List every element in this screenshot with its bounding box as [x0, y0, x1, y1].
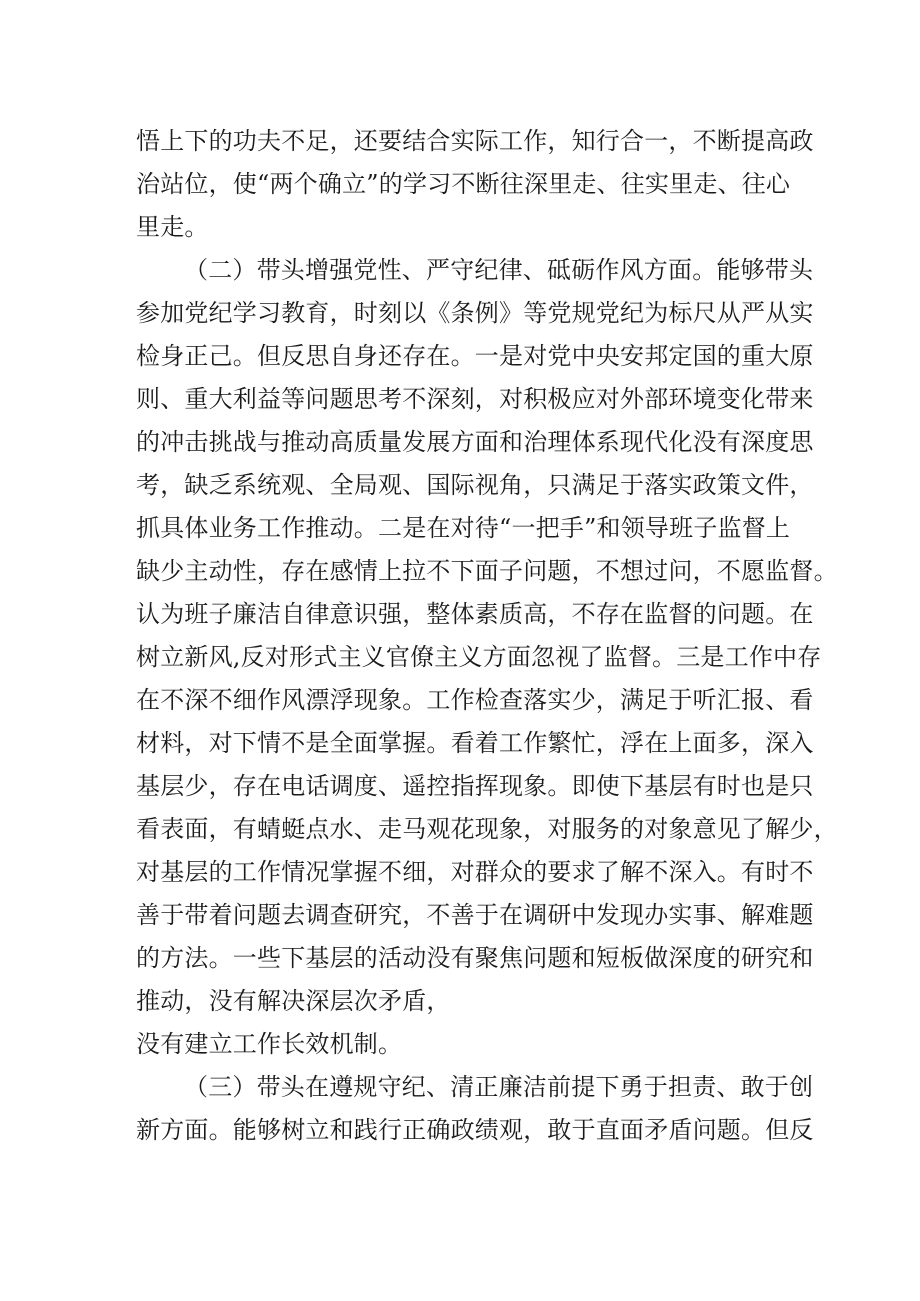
- text-line: 善于带着问题去调查研究，不善于在调研中发现办实事、解难题: [136, 901, 814, 929]
- text-line: 没有建立工作长效机制。: [136, 1030, 403, 1058]
- text-line: 检身正己。但反思自身还存在。一是对党中央安邦定国的重大原: [136, 342, 814, 370]
- text-line: 的冲击挑战与推动高质量发展方面和治理体系现代化没有深度思: [136, 428, 814, 456]
- text-line: 认为班子廉洁自律意识强，整体素质高，不存在监督的问题。在: [136, 600, 814, 628]
- text-line: 考，缺乏系统观、全局观、国际视角，只满足于落实政策文件，: [136, 471, 814, 499]
- text-line: 新方面。能够树立和践行正确政绩观，敢于直面矛盾问题。但反: [136, 1116, 814, 1144]
- paragraph-heading-3: （三）带头在遵规守纪、清正廉洁前提下勇于担责、敢于创: [184, 1073, 814, 1101]
- text-line: 推动，没有解决深层次矛盾，: [136, 987, 451, 1015]
- text-line: 对基层的工作情况掌握不细，对群众的要求了解不深入。有时不: [136, 858, 814, 886]
- text-line: 材料，对下情不是全面掌握。看着工作繁忙，浮在上面多，深入: [136, 729, 814, 757]
- text-line: 抓具体业务工作推动。二是在对待“一把手”和领导班子监督上: [136, 514, 791, 542]
- text-line: 治站位，使“两个确立”的学习不断往深里走、往实里走、往心: [136, 170, 791, 198]
- text-line: 缺少主动性，存在感情上拉不下面子问题，不想过问，不愿监督。: [136, 557, 838, 585]
- text-line: 里走。: [136, 213, 209, 241]
- text-line: 参加党纪学习教育，时刻以《条例》等党规党纪为标尺从严从实: [136, 299, 814, 327]
- text-line: 则、重大利益等问题思考不深刻，对积极应对外部环境变化带来: [136, 385, 814, 413]
- text-line: 基层少，存在电话调度、遥控指挥现象。即使下基层有时也是只: [136, 772, 814, 800]
- paragraph-heading-2: （二）带头增强党性、严守纪律、砥砺作风方面。能够带头: [184, 256, 814, 284]
- text-line: 树立新风,反对形式主义官僚主义方面忽视了监督。三是工作中存: [136, 643, 822, 671]
- text-line: 在不深不细作风漂浮现象。工作检查落实少，满足于听汇报、看: [136, 686, 814, 714]
- text-line: 的方法。一些下基层的活动没有聚焦问题和短板做深度的研究和: [136, 944, 814, 972]
- text-line: 悟上下的功夫不足，还要结合实际工作，知行合一，不断提高政: [136, 127, 814, 155]
- text-line: 看表面，有蜻蜓点水、走马观花现象，对服务的对象意见了解少，: [136, 815, 838, 843]
